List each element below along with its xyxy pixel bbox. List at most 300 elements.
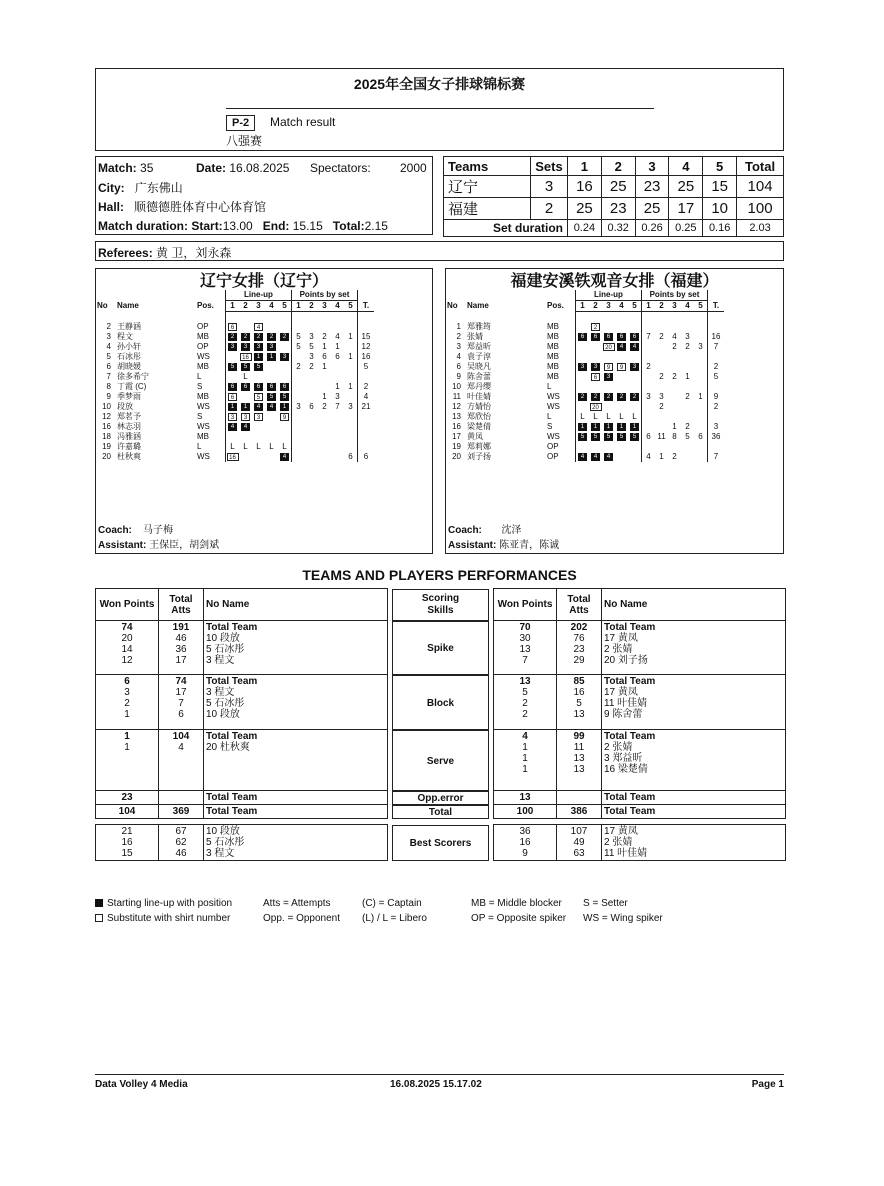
team-b-roster (447, 290, 724, 462)
lineup-cell (615, 332, 628, 342)
points-cell (642, 442, 656, 452)
referees: Referees: 黄 卫，刘永森 (98, 246, 232, 260)
points-cell (681, 412, 694, 422)
starting-position: 1 (591, 423, 600, 431)
player-name: 孙小轩 (117, 342, 141, 351)
points-cell (681, 382, 694, 392)
player-row (447, 372, 724, 382)
player-row (447, 452, 724, 462)
sets-row (444, 198, 784, 220)
set-duration: 0.32 (601, 220, 635, 237)
points-cell (694, 332, 708, 342)
lineup-cell (239, 402, 252, 412)
total-cell: 2 (358, 382, 375, 392)
player-row (97, 422, 374, 432)
starting-position: 5 (280, 393, 289, 401)
perf-row-block (494, 675, 786, 730)
roster-column-header (447, 301, 724, 312)
lineup-cell (628, 402, 642, 412)
starting-position: 6 (591, 333, 600, 341)
lineup-cell (628, 362, 642, 372)
lineup-cell (576, 322, 590, 332)
lineup-set-header: 2 (593, 301, 598, 310)
points-cell: 8 (672, 432, 677, 441)
page-title: 2025年全国女子排球锦标赛 (353, 76, 526, 92)
points-cell: 1 (659, 452, 664, 461)
performance-right-table (493, 588, 786, 861)
t-header: T. (708, 301, 725, 312)
player-pos: MB (547, 372, 559, 381)
starting-position: 6 (228, 383, 237, 391)
player-row (447, 392, 724, 402)
points-cell (331, 362, 344, 372)
lineup-cell (226, 322, 240, 332)
points-set-header: 5 (348, 301, 353, 310)
starting-position: 2 (591, 393, 600, 401)
lineup-cell: L (282, 442, 287, 451)
player-row (97, 432, 374, 442)
points-cell (668, 322, 681, 332)
lineup-cell (589, 342, 602, 352)
lineup-cell (628, 332, 642, 342)
starting-position: 2 (254, 333, 263, 341)
player-name: 杜秋爽 (117, 452, 141, 461)
points-cell (318, 382, 331, 392)
starting-position: 4 (254, 403, 263, 411)
lineup-cell (589, 452, 602, 462)
lineup-cell (576, 422, 590, 432)
points-cell (292, 442, 306, 452)
legend-col-3 (362, 896, 427, 926)
date-row: Date: 16.08.2025 (196, 161, 290, 175)
points-cell: 2 (292, 362, 306, 372)
legend-opp: Opp. = Opponent (263, 913, 341, 924)
player-name: 张婧 (467, 332, 483, 341)
player-no: 2 (106, 322, 111, 331)
player-no: 12 (452, 402, 461, 411)
team-a-coach: Coach: 马子梅 (98, 525, 174, 536)
points-cell (318, 432, 331, 442)
lineup-set-header: 5 (632, 301, 637, 310)
total-atts-cell: 85 16 5 13 (557, 675, 602, 730)
lineup-cell (278, 382, 292, 392)
lineup-cell (265, 402, 278, 412)
perf-header-row (96, 589, 388, 621)
points-cell (344, 322, 358, 332)
player-no: 1 (456, 322, 461, 331)
player-row (97, 332, 374, 342)
points-cell: 5 (309, 342, 314, 351)
empty-square-icon (95, 914, 103, 922)
legend-captain: (C) = Captain (362, 898, 422, 909)
starting-position: 3 (630, 363, 639, 371)
total-points: 104 (737, 176, 784, 198)
player-row (97, 382, 374, 392)
set-duration: 0.24 (568, 220, 602, 237)
points-cell (668, 362, 681, 372)
points-cell: 1 (348, 332, 353, 341)
lineup-cell (239, 432, 252, 442)
starting-position: 3 (267, 343, 276, 351)
substitute-number: 16 (227, 453, 239, 461)
points-cell: 4 (642, 452, 656, 462)
won-points-cell: 74 20 14 12 (96, 621, 159, 675)
won-points-cell: 23 (96, 791, 159, 805)
lineup-cell (239, 362, 252, 372)
points-cell: 6 (348, 452, 353, 461)
starting-position: 6 (254, 383, 263, 391)
lineup-cell (239, 352, 252, 362)
lineup-cell (226, 432, 240, 442)
name-cell: Total Team 20 杜秋爽 (204, 730, 388, 791)
roster-group-header (97, 290, 374, 301)
player-row (447, 342, 724, 352)
lineup-cell (602, 332, 615, 342)
lineup-cell (589, 322, 602, 332)
no-name-header: No Name (602, 589, 786, 621)
set-duration: 0.25 (669, 220, 703, 237)
lineup-cell (265, 452, 278, 462)
hall-row: Hall: 顺德德胜体育中心体育馆 (98, 200, 267, 214)
player-pos: S (547, 422, 553, 431)
player-name: 许嘉璐 (117, 442, 141, 451)
lineup-cell (615, 422, 628, 432)
starting-position: 1 (254, 353, 263, 361)
lineup-cell (265, 392, 278, 402)
lineup-set-header: 1 (226, 301, 240, 312)
lineup-cell (602, 352, 615, 362)
points-cell: 3 (659, 392, 664, 401)
player-no: 20 (102, 452, 111, 461)
lineup-cell (628, 372, 642, 382)
points-cell (305, 372, 318, 382)
perf-row-total (96, 805, 388, 819)
perf-row-spike (494, 621, 786, 675)
starting-position: 4 (591, 453, 600, 461)
lineup-set-header: 4 (269, 301, 274, 310)
name-cell: Total Team 3 程文 5 石冰彤 10 段放 (204, 675, 388, 730)
no-header: No (447, 301, 458, 310)
lineup-cell (628, 352, 642, 362)
set-score: 16 (568, 176, 602, 198)
points-cell (668, 442, 681, 452)
starting-position: 4 (267, 403, 276, 411)
perf-row-best (96, 825, 388, 861)
player-pos: L (547, 412, 552, 421)
total-cell: 7 (708, 342, 725, 352)
lineup-cell (615, 452, 628, 462)
legend-substitute: Substitute with shirt number (95, 911, 232, 926)
substitute-number: 2 (591, 323, 600, 331)
player-pos: WS (197, 422, 210, 431)
lineup-cell (615, 382, 628, 392)
lineup-cell: L (256, 442, 261, 451)
points-by-set-header: Points by set (642, 290, 708, 301)
starting-position: 6 (241, 383, 250, 391)
player-no: 20 (452, 452, 461, 461)
starting-position: 5 (630, 433, 639, 441)
lineup-cell (589, 442, 602, 452)
total-cell: 9 (708, 392, 725, 402)
starting-position: 3 (578, 363, 587, 371)
lineup-cell (265, 432, 278, 442)
player-no: 16 (102, 422, 111, 431)
skill-block: Block (392, 675, 489, 730)
points-cell: 1 (672, 422, 677, 431)
won-points-cell: 13 (494, 791, 557, 805)
substitute-number: 9 (280, 413, 289, 421)
player-row (447, 332, 724, 342)
substitute-number: 4 (254, 323, 263, 331)
lineup-cell (265, 412, 278, 422)
lineup-cell (252, 412, 265, 422)
points-cell (318, 412, 331, 422)
starting-position: 3 (241, 343, 250, 351)
starting-position: 2 (604, 393, 613, 401)
lineup-cell (576, 402, 590, 412)
starting-position: 5 (228, 363, 237, 371)
lineup-cell (278, 332, 292, 342)
starting-position: 6 (280, 383, 289, 391)
t-header: T. (358, 301, 375, 312)
col-total: Total (737, 157, 784, 176)
points-cell (655, 342, 668, 352)
starting-position: 4 (228, 423, 237, 431)
lineup-cell (252, 432, 265, 442)
title-rule (226, 108, 654, 109)
starting-position: 5 (267, 393, 276, 401)
points-cell (694, 422, 708, 432)
points-cell: 2 (685, 342, 690, 351)
points-cell (344, 432, 358, 442)
points-cell (292, 422, 306, 432)
total-cell: 2 (708, 402, 725, 412)
points-cell: 6 (322, 352, 327, 361)
legend-op: OP = Opposite spiker (471, 913, 567, 924)
player-no: 3 (456, 342, 461, 351)
lineup-cell (576, 382, 590, 392)
player-no: 7 (106, 372, 111, 381)
substitute-number: 9 (604, 363, 613, 371)
legend-libero: (L) / L = Libero (362, 913, 427, 924)
player-name: 叶佳婧 (467, 392, 491, 401)
points-cell: 2 (685, 392, 690, 401)
starting-position: 6 (578, 333, 587, 341)
name-header: Name (467, 301, 489, 310)
player-pos: OP (197, 342, 209, 351)
points-cell: 3 (642, 392, 656, 402)
lineup-cell: L (243, 442, 248, 451)
col-set5: 5 (703, 157, 737, 176)
footer-rule (95, 1074, 784, 1075)
total-cell: 6 (358, 452, 375, 462)
won-points-cell: 36 16 9 (494, 825, 557, 861)
starting-position: 2 (630, 393, 639, 401)
points-set-header: 3 (322, 301, 327, 310)
points-by-set-header: Points by set (292, 290, 358, 301)
lineup-cell (615, 372, 628, 382)
set-score: 10 (703, 198, 737, 220)
stage: 八强赛 (226, 134, 263, 148)
total-atts-cell: 202 76 23 29 (557, 621, 602, 675)
lineup-cell (602, 362, 615, 372)
points-cell: 2 (672, 342, 677, 351)
points-cell (694, 372, 708, 382)
points-cell: 5 (292, 342, 306, 352)
city-row: City: 广东佛山 (98, 181, 183, 195)
player-pos: WS (547, 392, 560, 401)
points-cell: 2 (309, 362, 314, 371)
won-points-header: Won Points (96, 589, 159, 621)
lineup-cell (226, 382, 240, 392)
player-row (447, 362, 724, 372)
team-a-assistant: Assistant: 王保臣，胡剑斌 (98, 540, 220, 551)
player-name: 丁霞 (C) (117, 382, 147, 391)
player-name: 梁楚倩 (467, 422, 491, 431)
player-no: 9 (106, 392, 111, 401)
player-row (97, 452, 374, 462)
points-cell (305, 322, 318, 332)
points-cell: 1 (698, 392, 703, 401)
points-cell: 3 (309, 352, 314, 361)
lineup-cell (239, 322, 252, 332)
skill-total: Total (392, 805, 489, 819)
lineup-cell (628, 342, 642, 352)
name-cell: Total Team (204, 791, 388, 805)
total-atts-cell: 99 11 13 13 (557, 730, 602, 791)
performance-left-table (95, 588, 388, 861)
team-name: 辽宁 (444, 176, 531, 198)
player-name: 刘子扬 (467, 452, 491, 461)
total-atts-cell (159, 791, 204, 805)
total-atts-cell: 386 (557, 805, 602, 819)
player-name: 郑莉娜 (467, 442, 491, 451)
player-pos: MB (197, 332, 209, 341)
col-set4: 4 (669, 157, 703, 176)
lineup-cell (589, 332, 602, 342)
lineup-cell (252, 372, 265, 382)
col-set1: 1 (568, 157, 602, 176)
filled-square-icon (95, 899, 103, 907)
points-cell (694, 442, 708, 452)
lineup-cell (226, 452, 240, 462)
perf-row-serve (494, 730, 786, 791)
starting-position: 5 (617, 433, 626, 441)
lineup-cell (239, 452, 252, 462)
player-name: 黄凤 (467, 432, 483, 441)
team-a-roster (97, 290, 374, 462)
lineup-cell (602, 432, 615, 442)
starting-position: 4 (578, 453, 587, 461)
player-pos: MB (547, 332, 559, 341)
duration-row: Match duration: Start:13.00 End: 15.15 Total:2.15 (98, 219, 388, 233)
substitute-number: 3 (254, 413, 263, 421)
total-cell (358, 322, 375, 332)
points-cell (694, 402, 708, 412)
points-cell (344, 412, 358, 422)
points-cell (668, 402, 681, 412)
perf-header-row (494, 589, 786, 621)
total-atts-cell: 369 (159, 805, 204, 819)
player-no: 16 (452, 422, 461, 431)
points-cell (642, 352, 656, 362)
points-cell (344, 362, 358, 372)
points-cell (344, 442, 358, 452)
player-pos: MB (547, 342, 559, 351)
lineup-cell (239, 412, 252, 422)
points-cell (292, 392, 306, 402)
points-cell (318, 372, 331, 382)
total-cell (358, 412, 375, 422)
col-sets: Sets (531, 157, 568, 176)
player-no: 3 (106, 332, 111, 341)
lineup-cell (278, 372, 292, 382)
total-atts-header: Total Atts (159, 589, 204, 621)
points-cell (318, 442, 331, 452)
perf-row-opp (494, 791, 786, 805)
starting-position: 6 (630, 333, 639, 341)
lineup-cell (278, 432, 292, 442)
starting-position: 3 (591, 363, 600, 371)
lineup-cell (615, 402, 628, 412)
lineup-cell (615, 432, 628, 442)
player-pos: WS (547, 402, 560, 411)
points-cell: 2 (685, 422, 690, 431)
points-cell (344, 342, 358, 352)
player-row (447, 412, 724, 422)
total-cell: 5 (708, 372, 725, 382)
player-row (447, 402, 724, 412)
lineup-cell (239, 342, 252, 352)
lineup-cell (226, 402, 240, 412)
substitute-number: 20 (590, 403, 602, 411)
player-row (97, 392, 374, 402)
lineup-cell (589, 352, 602, 362)
player-row (447, 432, 724, 442)
legend-atts: Atts = Attempts (263, 898, 331, 909)
player-row (97, 352, 374, 362)
player-name: 方婧怡 (467, 402, 491, 411)
player-name: 林志羽 (117, 422, 141, 431)
lineup-cell (226, 372, 240, 382)
points-cell: 2 (659, 402, 664, 411)
lineup-cell (226, 362, 240, 372)
starting-position: 4 (280, 453, 289, 461)
substitute-number: 20 (603, 343, 615, 351)
player-row (97, 362, 374, 372)
points-cell (344, 392, 358, 402)
lineup-cell (589, 362, 602, 372)
pos-header: Pos. (197, 301, 214, 310)
points-cell (331, 442, 344, 452)
lineup-set-header: 5 (282, 301, 287, 310)
points-cell: 2 (659, 372, 664, 381)
starting-position: 6 (267, 383, 276, 391)
points-cell (305, 392, 318, 402)
player-name: 冯雅涵 (117, 432, 141, 441)
points-cell: 1 (322, 392, 327, 401)
lineup-cell (576, 442, 590, 452)
lineup-cell (252, 322, 265, 332)
legend-setter: S = Setter (583, 898, 628, 909)
legend-col-1 (95, 896, 232, 926)
points-cell (344, 372, 358, 382)
set-duration-label: Set duration (444, 220, 568, 237)
sets-table (443, 156, 784, 237)
lineup-cell (615, 342, 628, 352)
points-cell: 2 (322, 402, 327, 411)
points-cell (292, 382, 306, 392)
